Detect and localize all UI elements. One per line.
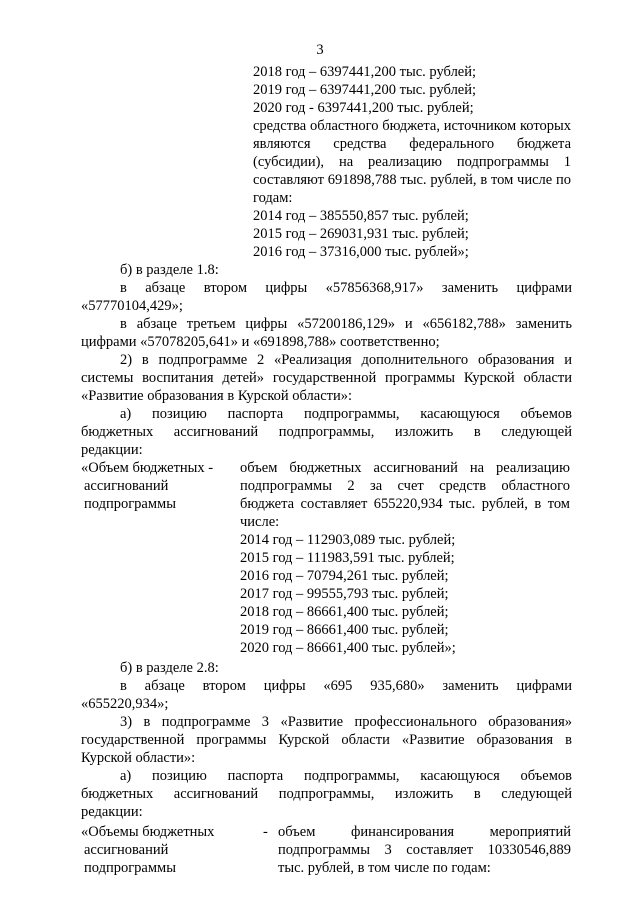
passport-dash: - bbox=[263, 824, 268, 840]
year-line: 2020 год - 6397441,200 тыс. рублей; bbox=[253, 100, 474, 116]
year-line: 2020 год – 86661,400 тыс. рублей»; bbox=[240, 640, 456, 656]
passport-label: подпрограммы bbox=[84, 496, 176, 512]
text-line: в абзаце втором цифры «57856368,917» заменить цифрами bbox=[120, 280, 572, 296]
year-line: 2016 год – 37316,000 тыс. рублей»; bbox=[253, 244, 469, 260]
text-line: составляют 691898,788 тыс. рублей, в том числе по bbox=[253, 172, 571, 188]
passport-value: объем финансирования мероприятий bbox=[278, 824, 571, 840]
passport-label: ассигнований bbox=[84, 842, 169, 858]
year-line: 2014 год – 385550,857 тыс. рублей; bbox=[253, 208, 469, 224]
text-line: системы воспитания детей» государственной программы Курской области bbox=[81, 370, 572, 386]
section-heading: б) в разделе 2.8: bbox=[120, 660, 219, 676]
text-line: цифрами «57078205,641» и «691898,788» соответственно; bbox=[81, 334, 440, 350]
text-line: редакции: bbox=[81, 442, 143, 458]
year-line: 2019 год – 86661,400 тыс. рублей; bbox=[240, 622, 449, 638]
text-line: а) позицию паспорта подпрограммы, касающуюся объемов bbox=[120, 768, 572, 784]
passport-value: объем бюджетных ассигнований на реализацию bbox=[240, 460, 570, 476]
text-line: «Развитие образования в Курской области»: bbox=[81, 388, 353, 404]
year-line: 2016 год – 70794,261 тыс. рублей; bbox=[240, 568, 449, 584]
text-line: средства областного бюджета, источником которых bbox=[253, 118, 571, 134]
text-line: «655220,934»; bbox=[81, 696, 169, 712]
passport-label: «Объем бюджетных - bbox=[81, 460, 214, 476]
passport-label: ассигнований bbox=[84, 478, 169, 494]
text-line: годам: bbox=[253, 190, 293, 206]
passport-value: тыс. рублей, в том числе по годам: bbox=[278, 860, 491, 876]
year-line: 2019 год – 6397441,200 тыс. рублей; bbox=[253, 82, 477, 98]
passport-value: подпрограммы 2 за счет средств областного bbox=[240, 478, 570, 494]
year-line: 2018 год – 6397441,200 тыс. рублей; bbox=[253, 64, 477, 80]
text-line: бюджетных ассигнований подпрограммы, изложить в следующей bbox=[81, 786, 572, 802]
page-number: 3 bbox=[316, 42, 324, 58]
year-line: 2014 год – 112903,089 тыс. рублей; bbox=[240, 532, 456, 548]
text-line: Курской области»: bbox=[81, 750, 196, 766]
text-line: 3) в подпрограмме 3 «Развитие профессионального образования» bbox=[120, 714, 572, 730]
text-line: 2) в подпрограмме 2 «Реализация дополнительного образования и bbox=[120, 352, 572, 368]
year-line: 2015 год – 111983,591 тыс. рублей; bbox=[240, 550, 455, 566]
text-line: являются средства федерального бюджета bbox=[253, 136, 571, 152]
text-line: государственной программы Курской области «Развитие образования в bbox=[81, 732, 572, 748]
passport-value: бюджета составляет 655220,934 тыс. рублей, в том bbox=[240, 496, 570, 512]
text-line: а) позицию паспорта подпрограммы, касающуюся объемов bbox=[120, 406, 572, 422]
text-line: в абзаце втором цифры «695 935,680» заменить цифрами bbox=[120, 678, 572, 694]
text-line: редакции: bbox=[81, 804, 143, 820]
passport-value: подпрограммы 3 составляет 10330546,889 bbox=[278, 842, 571, 858]
year-line: 2018 год – 86661,400 тыс. рублей; bbox=[240, 604, 449, 620]
text-line: (субсидии), на реализацию подпрограммы 1 bbox=[253, 154, 571, 170]
section-heading: б) в разделе 1.8: bbox=[120, 262, 219, 278]
year-line: 2015 год – 269031,931 тыс. рублей; bbox=[253, 226, 469, 242]
text-line: «57770104,429»; bbox=[81, 298, 183, 314]
text-line: бюджетных ассигнований подпрограммы, изложить в следующей bbox=[81, 424, 572, 440]
year-line: 2017 год – 99555,793 тыс. рублей; bbox=[240, 586, 449, 602]
text-line: в абзаце третьем цифры «57200186,129» и «656182,788» заменить bbox=[120, 316, 572, 332]
passport-value: числе: bbox=[240, 514, 280, 530]
passport-label: подпрограммы bbox=[84, 860, 176, 876]
passport-label: «Объемы бюджетных bbox=[81, 824, 215, 840]
